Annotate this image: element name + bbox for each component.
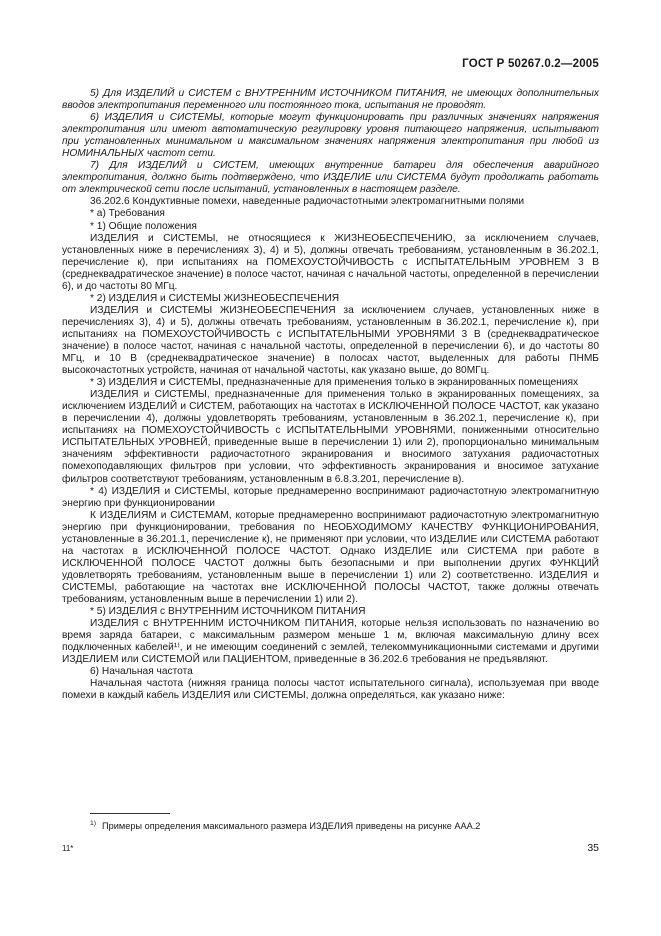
paragraph: ИЗДЕЛИЯ и СИСТЕМЫ, предназначенные для применения только в экранированных помещениях, за исключением ИЗДЕЛИЙ и СИСТЕМ, работающих на частотах в ИСКЛЮЧЕННОЙ ПОЛОСЕ ЧАСТОТ, как указано в перечислении 4), должны удовлетворять требованиям, установленным в 36.202.1, перечисление к), при испытаниях на ПОМЕХОУСТОЙЧИВОСТЬ с ИСПЫТАТЕЛЬНЫМИ УРОВНЯМИ, пониженными относительно ИСПЫТАТЕЛЬНЫХ УРОВНЕЙ, приведенные выше в перечислении 1) или 2), пропорционально минимальным значениям эффективности радиочастотного экранирования и вносимого затухания радиочастотных помехоподавляющих фильтров при условии, что эффективность экранирования и вносимое затухание фильтров соответствуют требованиям, установленным в 6.8.3.201, перечисление в).	[62, 389, 599, 485]
paragraph: 5) Для ИЗДЕЛИЙ и СИСТЕМ с ВНУТРЕННИМ ИСТОЧНИКОМ ПИТАНИЯ, не имеющих дополнительных вводов электропитания переменного или постоянного тока, испытания не проводят.	[62, 88, 599, 112]
paragraph: Начальная частота (нижняя граница полосы частот испытательного сигнала), используемая при вводе помехи в каждый кабель ИЗДЕЛИЯ или СИСТЕМЫ, должна определяться, как указано ниже:	[62, 678, 599, 702]
paragraph: * 4) ИЗДЕЛИЯ и СИСТЕМЫ, которые преднамеренно воспринимают радиочастотную электромагнитную энергию при функционировании	[62, 485, 599, 509]
footnote-marker: 1)	[90, 820, 97, 827]
footnote-separator	[90, 813, 170, 814]
footnote	[90, 818, 600, 832]
paragraph: К ИЗДЕЛИЯМ и СИСТЕМАМ, которые преднамеренно воспринимают радиочастотную электромагнитную энергию при функционировании, требования по НЕОБХОДИМОМУ КАЧЕСТВУ ФУНКЦИОНИРОВАНИЯ, установленные в 36.201.1, перечисление к), не применяют при условии, что ИЗДЕЛИЕ или СИСТЕМА работают на частотах в ИСКЛЮЧЕННОЙ ПОЛОСЕ ЧАСТОТ. Однако ИЗДЕЛИЕ или СИСТЕМА при работе в ИСКЛЮЧЕННОЙ ПОЛОСЕ ЧАСТОТ должны быть безопасными и при выполнении других ФУНКЦИЙ удовлетворять требованиям, установленным выше в перечислении 1) или 2) соответственно. ИЗДЕЛИЯ и СИСТЕМЫ, работающие на частотах вне ИСКЛЮЧЕННОЙ ПОЛОСЫ ЧАСТОТ, также должны отвечать требованиям, установленным выше в перечислении 1) или 2).	[62, 509, 599, 605]
paragraph: 7) Для ИЗДЕЛИЙ и СИСТЕМ, имеющих внутренние батареи для обеспечения аварийного электропитания, должно быть подтверждено, что ИЗДЕЛИЕ или СИСТЕМА будут продолжать работать от электрической сети после испытаний, установленных в настоящем разделе.	[62, 160, 599, 196]
paragraph: ИЗДЕЛИЯ и СИСТЕМЫ, не относящиеся к ЖИЗНЕОБЕСПЕЧЕНИЮ, за исключением случаев, установленных ниже в перечислениях 3), 4) и 5), должны отвечать требованиям, установленным в 36.202.1, перечисление к), при испытаниях на ПОМЕХОУСТОЙЧИВОСТЬ с ИСПЫТАТЕЛЬНЫМ УРОВНЕМ 3 В (среднеквадратическое значение) в полосе частот, начиная с начальной частоты, определенной в перечислении 6), и до частоты 80 МГц.	[62, 232, 599, 292]
sheet-mark: 11*	[62, 844, 74, 853]
paragraph: 6) ИЗДЕЛИЯ и СИСТЕМЫ, которые могут функционировать при различных значениях напряжения электропитания или имеют автоматическую регулировку уровня питающего напряжения, испытывают при установленных минимальном и максимальном значениях напряжения электропитания при любой из НОМИНАЛЬНЫХ частот сети.	[62, 112, 599, 160]
paragraph: ИЗДЕЛИЯ и СИСТЕМЫ ЖИЗНЕОБЕСПЕЧЕНИЯ за исключением случаев, установленных ниже в перечислениях 3), 4) и 5), должны отвечать требованиям, установленным в 36.202.1, перечисление к), при испытаниях на ПОМЕХОУСТОЙЧИВОСТЬ с ИСПЫТАТЕЛЬНЫМИ УРОВНЯМИ 3 В (среднеквадратическое значение) в полосе частот, начиная с начальной частоты, определенной в перечислении 6), и до частоты 80 МГц, и 10 В (среднеквадратическое значение) в полосах частот, выделенных для работы ПНМБ высокочастотных устройств, начиная от начальной частоты, как указано выше, до 80МГц.	[62, 304, 599, 377]
paragraph: ИЗДЕЛИЯ с ВНУТРЕННИМ ИСТОЧНИКОМ ПИТАНИЯ, которые нельзя использовать по назначению во время заряда батареи, с максимальным размером меньше 1 м, включая максимальную длину всех подключенных кабелей¹⁾, и не имеющим соединений с землей, телекоммуникационными системами и другими ИЗДЕЛИЕМ или СИСТЕМОЙ или ПАЦИЕНТОМ, приведенные в 36.202.6 требования не предъявляют.	[62, 618, 599, 666]
paragraph: * 1) Общие положения	[90, 220, 197, 232]
paragraph: * 5) ИЗДЕЛИЯ с ВНУТРЕННИМ ИСТОЧНИКОМ ПИТАНИЯ	[90, 606, 366, 618]
paragraph: * 3) ИЗДЕЛИЯ и СИСТЕМЫ, предназначенные для применения только в экранированных помещениях	[90, 377, 579, 389]
paragraph: 6) Начальная частота	[90, 666, 193, 678]
body-text	[62, 88, 599, 702]
paragraph: * а) Требования	[90, 208, 165, 220]
paragraph: * 2) ИЗДЕЛИЯ и СИСТЕМЫ ЖИЗНЕОБЕСПЕЧЕНИЯ	[90, 292, 340, 304]
paragraph: 36.202.6 Кондуктивные помехи, наведенные радиочастотными электромагнитными полями	[90, 196, 525, 208]
page-number: 35	[587, 842, 599, 854]
footnote-text: Примеры определения максимального размера ИЗДЕЛИЯ приведены на рисунке ААА.2	[102, 821, 481, 832]
document-code: ГОСТ Р 50267.0.2—2005	[462, 58, 599, 70]
